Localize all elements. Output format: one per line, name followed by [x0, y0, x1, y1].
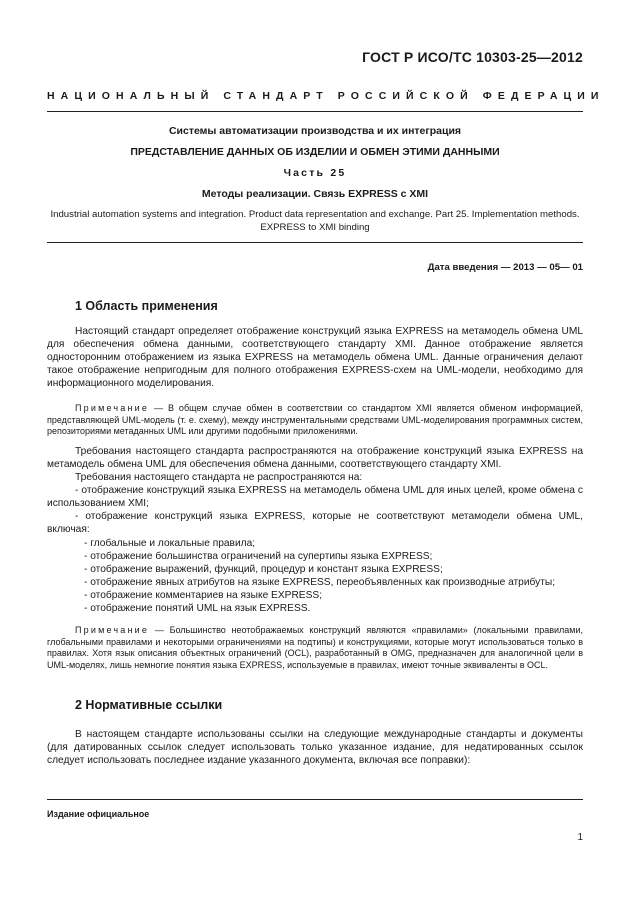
title-block	[47, 124, 583, 201]
section-1-note-2	[47, 625, 583, 671]
note-2-text: — Большинство неотображаемых конструкций являются «правилами» (локальными правилами, глобальными правилами и некоторыми ограничениями на подтипы) и конструкциями, которые могут использоваться только в правилах. Хотя язык описания объектных ограничений (OCL), разработанный в OMG, предназначен для аналогичной цели в UML-моделях, лишь немногие понятия языка EXPRESS, используемые в правилах, имеют точные эквиваленты в OCL.	[47, 625, 583, 670]
list-item: - отображение большинства ограничений на супертипы языка EXPRESS;	[84, 551, 433, 563]
official-edition-label: Издание официальное	[47, 809, 150, 819]
document-number: ГОСТ Р ИСО/ТС 10303-25—2012	[362, 49, 583, 65]
note-2-label: Примечание	[75, 625, 150, 635]
section-1-paragraph-2: Требования настоящего стандарта распространяются на отображение конструкций языка EXPRESS на метамодель обмена UML для обеспечения обмена данными, соответствующего стандарту XMI.	[47, 446, 583, 471]
list-item: - отображение понятий UML на язык EXPRESS.	[84, 603, 311, 615]
english-title: Industrial automation systems and integration. Product data representation and exchange. Part 25. Implementation methods. EXPRESS to XMI binding	[50, 209, 580, 233]
section-2-paragraph-1: В настоящем стандарте использованы ссылки на следующие международные стандарты и документы (для датированных ссылок следует использовать только указанное издание, для недатированных ссылок следует использовать последнее издание указанного документа, включая все поправки):	[47, 729, 583, 767]
bottom-divider	[47, 799, 583, 800]
title-part: Часть 25	[283, 167, 347, 179]
title-line-4: Методы реализации. Связь EXPRESS с XMI	[201, 188, 429, 200]
section-1-note-1	[47, 403, 583, 438]
section-1-paragraph-5: - отображение конструкций языка EXPRESS, которые не соответствуют метамодели обмена UML, включая:	[47, 511, 583, 536]
section-1-heading: 1 Область применения	[75, 299, 218, 313]
section-2-heading: 2 Нормативные ссылки	[75, 698, 223, 712]
top-divider	[47, 111, 583, 112]
list-item: - отображение явных атрибутов на языке EXPRESS, переобъявленных как производные атрибуты;	[84, 577, 556, 589]
national-standard-banner: НАЦИОНАЛЬНЫЙ СТАНДАРТ РОССИЙСКОЙ ФЕДЕРАЦИИ	[47, 90, 605, 102]
list-item: - глобальные и локальные правила;	[84, 538, 256, 549]
section-1-paragraph-1: Настоящий стандарт определяет отображение конструкций языка EXPRESS на метамодель обмена UML для обеспечения обмена данными, соответствующего стандарту XMI. Данное отображение является односторонним отображением из языка EXPRESS на метамодель обмена UML. Данные ограничения делают такое отображение непригодным для полного отображения EXPRESS-схем на UML-модели, необходимо для информационного моделирования.	[47, 326, 583, 390]
page-number: 1	[577, 832, 583, 843]
section-1-paragraph-4: - отображение конструкций языка EXPRESS на метамодель обмена UML для иных целей, кроме обмена с использованием XMI;	[47, 485, 583, 510]
middle-divider	[47, 242, 583, 243]
title-line-2: ПРЕДСТАВЛЕНИЕ ДАННЫХ ОБ ИЗДЕЛИИ И ОБМЕН ЭТИМИ ДАННЫМИ	[130, 146, 500, 158]
note-1-text: — В общем случае обмен в соответствии со стандартом XMI является обменом информацией, представляющей UML-модель (т. е. схему), между инструментальными средствами UML-моделирования программных систем, репозиториями метаданных UML или другими подобными приложениями.	[47, 403, 583, 436]
title-line-1: Системы автоматизации производства и их интеграция	[168, 125, 462, 137]
list-item: - отображение комментариев на языке EXPRESS;	[84, 590, 323, 602]
section-1-paragraph-3: Требования настоящего стандарта не распространяются на:	[75, 472, 363, 483]
list-item: - отображение выражений, функций, процедур и констант языка EXPRESS;	[84, 564, 443, 576]
note-1-label: Примечание	[75, 403, 150, 413]
exclusions-list	[84, 537, 583, 616]
introduction-date: Дата введения — 2013 — 05— 01	[427, 262, 583, 273]
